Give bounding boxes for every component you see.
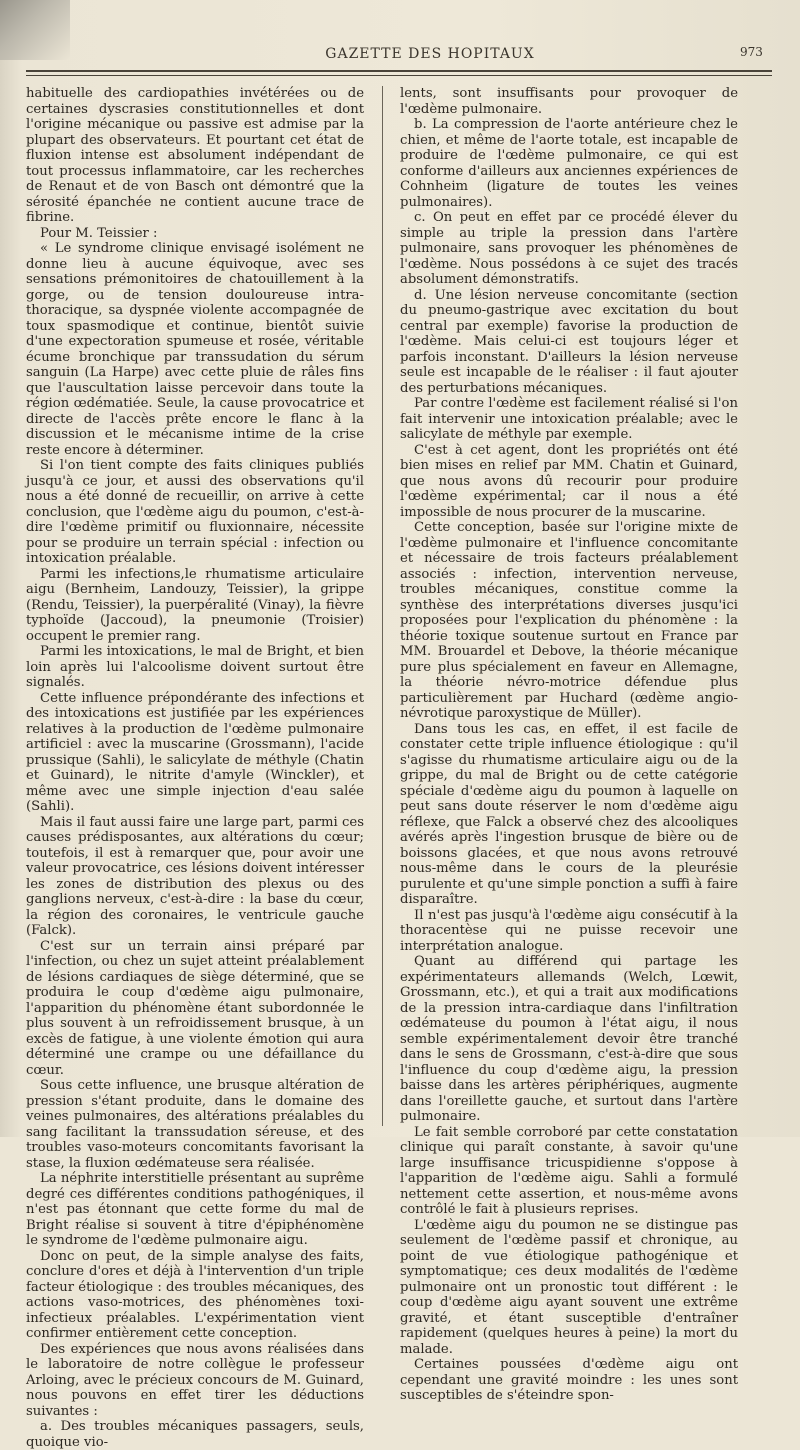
left-column <box>26 86 364 1450</box>
paragraph: Certaines poussées d'œdème aigu ont cependant une gravité moindre : les unes sont susceptibles de s'éteindre spon- <box>400 1357 738 1403</box>
paragraph: C'est sur un terrain ainsi préparé par l'infection, ou chez un sujet atteint préalablement de lésions cardiaques de siège déterminé, que se produira le coup d'œdème aigu pulmonaire, l'apparition du phénomène étant subordonnée le plus souvent à un refroidissement brusque, à un excès de fatigue, à une violente émotion qui aura déterminé une crampe ou une défaillance du cœur. <box>26 938 364 1078</box>
paragraph: c. On peut en effet par ce procédé élever du simple au triple la pression dans l'artère pulmonaire, sans provoquer les phénomènes de l'œdème. Nous possédons à ce sujet des tracés absolument démonstratifs. <box>400 210 738 287</box>
paragraph: Le fait semble corroboré par cette constatation clinique qui paraît constante, à savoir qu'une large insuffisance tricuspidienne s'oppose à l'apparition de l'œdème aigu. Sahli a formulé nettement cette assertion, et nous-même avons contrôlé le fait à plusieurs reprises. <box>400 1124 738 1217</box>
paragraph: d. Une lésion nerveuse concomitante (section du pneumo-gastrique avec excitation du bout central par exemple) favorise la production de l'œdème. Mais celui-ci est toujours léger et parfois inconstant. D'ailleurs la lésion nerveuse seule est incapable de le réaliser : il faut ajouter des perturbations mécaniques. <box>400 287 738 396</box>
paragraph: a. Des troubles mécaniques passagers, seuls, quoique vio- <box>26 1419 364 1450</box>
paragraph: b. La compression de l'aorte antérieure chez le chien, et même de l'aorte totale, est incapable de produire de l'œdème pulmonaire, ce qui est conforme d'ailleurs aux anciennes expériences de Cohnheim (ligature de toutes les veines pulmonaires). <box>400 117 738 210</box>
paragraph: Par contre l'œdème est facilement réalisé si l'on fait intervenir une intoxication préalable; avec le salicylate de méthyle par exemple. <box>400 396 738 442</box>
paragraph: L'œdème aigu du poumon ne se distingue pas seulement de l'œdème passif et chronique, au point de vue étiologique pathogénique et symptomatique; ces deux modalités de l'œdème pulmonaire ont un pronostic tout différent : le coup d'œdème aigu ayant souvent une extrême gravité, et étant susceptible d'entraîner rapidement (quelques heures à peine) la mort du malade. <box>400 1217 738 1357</box>
paragraph: Pour M. Teissier : <box>40 225 158 241</box>
paragraph: La néphrite interstitielle présentant au suprême degré ces différentes conditions pathogéniques, il n'est pas étonnant que cette forme du mal de Bright réalise si souvent à titre d'épiphénomène le syndrome de l'œdème pulmonaire aigu. <box>26 1171 364 1248</box>
paragraph: Sous cette influence, une brusque altération de pression s'étant produite, dans le domaine des veines pulmonaires, des altérations préalables du sang facilitant la transsudation séreuse, et des troubles vaso-moteurs concomitants favorisant la stase, la fluxion œdémateuse sera réalisée. <box>26 1078 364 1171</box>
page-number: 973 <box>740 45 763 59</box>
paragraph: lents, sont insuffisants pour provoquer de l'œdème pulmonaire. <box>400 86 738 117</box>
paragraph: Cette influence prépondérante des infections et des intoxications est justifiée par les expériences relatives à la production de l'œdème pulmonaire artificiel : avec la muscarine (Grossmann), l'acide prussique (Sahli), le salicylate de méthyle (Chatin et Guinard), le nitrite d'amyle (Winckler), et même avec une simple injection d'eau salée (Sahli). <box>26 690 364 814</box>
paragraph: Parmi les infections,le rhumatisme articulaire aigu (Bernheim, Landouzy, Teissier), la grippe (Rendu, Teissier), la puerpéralité (Vinay), la fièvre typhoïde (Jaccoud), la pneumonie (Troisier) occupent le premier rang. <box>26 566 364 644</box>
paragraph: Mais il faut aussi faire une large part, parmi ces causes prédisposantes, aux altérations du cœur; toutefois, il est à remarquer que, pour avoir une valeur provocatrice, ces lésions doivent intéresser les zones de distribution des plexus ou des ganglions nerveux, c'est-à-dire : la base du cœur, la région des coronaires, le ventricule gauche (Falck). <box>26 814 364 938</box>
paragraph: C'est à cet agent, dont les propriétés ont été bien mises en relief par MM. Chatin et Guinard, que nous avons dû recourir pour produire l'œdème expérimental; car il nous a été impossible de nous procurer de la muscarine. <box>400 442 738 520</box>
running-header: GAZETTE DES HOPITAUX <box>325 46 535 62</box>
paragraph: habituelle des cardiopathies invétérées ou de certaines dyscrasies constitutionnelles et dont l'origine mécanique ou passive est admise par la plupart des observateurs. Et pourtant cet état de fluxion intense est absolument indépendant de tout processus inflammatoire, car les recherches de Renaut et de von Basch ont démontré que la sérosité épanchée ne contient aucune trace de fibrine. <box>26 86 364 225</box>
paragraph: Des expériences que nous avons réalisées dans le laboratoire de notre collègue le professeur Arloing, avec le précieux concours de M. Guinard, nous pouvons en effet tirer les déductions suivantes : <box>26 1341 364 1419</box>
right-column <box>400 86 738 1404</box>
paragraph: Il n'est pas jusqu'à l'œdème aigu consécutif à la thoracentèse qui ne puisse recevoir une interprétation analogue. <box>400 907 738 954</box>
paragraph: Donc on peut, de la simple analyse des faits, conclure d'ores et déjà à l'intervention d'un triple facteur étiologique : des troubles mécaniques, des actions vaso-motrices, des phénomènes toxi-infectieux préalables. L'expérimentation vient confirmer entièrement cette conception. <box>26 1248 364 1341</box>
scan-shadow <box>0 0 70 60</box>
header-rule-thick <box>26 70 772 72</box>
paragraph: Quant au différend qui partage les expérimentateurs allemands (Welch, Lœwit, Grossmann, etc.), et qui a trait aux modifications de la pression intra-cardiaque dans l'infiltration œdémateuse du poumon à l'état aigu, il nous semble expérimentalement devoir être tranché dans le sens de Grossmann, c'est-à-dire que sous l'influence du coup d'œdème aigu, la pression baisse dans les artères périphériques, augmente dans l'oreillette gauche, et surtout dans l'artère pulmonaire. <box>400 954 738 1124</box>
paragraph: Si l'on tient compte des faits cliniques publiés jusqu'à ce jour, et aussi des observations qu'il nous a été donné de recueillir, on arrive à cette conclusion, que l'œdème aigu du poumon, c'est-à-dire l'œdème primitif ou fluxionnaire, nécessite pour se produire un terrain spécial : infection ou intoxication préalable. <box>26 458 364 566</box>
paragraph: « Le syndrome clinique envisagé isolément ne donne lieu à aucune équivoque, avec ses sensations prémonitoires de chatouillement à la gorge, ou de tension douloureuse intra-thoracique, sa dyspnée violente accompagnée de toux spasmodique et continue, bientôt suivie d'une expectoration spumeuse et rosée, véritable écume bronchique par transsudation du sérum sanguin (La Harpe) avec cette pluie de râles fins que l'auscultation laisse percevoir dans toute la région œdématiée. Seule, la cause provocatrice et directe de l'accès prête encore le flanc à la discussion et le mécanisme intime de la crise reste encore à déterminer. <box>26 241 364 458</box>
paragraph: Cette conception, basée sur l'origine mixte de l'œdème pulmonaire et l'influence concomitante et nécessaire de trois facteurs préalablement associés : infection, intervention nerveuse, troubles mécaniques, constitue comme la synthèse des interprétations diverses jusqu'ici proposées pour l'explication du phénomène : la théorie toxique soutenue surtout en France par MM. Brouardel et Debove, la théorie mécanique pure plus spécialement en faveur en Allemagne, la théorie névro-motrice défendue plus particulièrement par Huchard (œdème angio-névrotique paroxystique de Müller). <box>400 520 738 721</box>
column-divider <box>382 86 383 1126</box>
paragraph: Dans tous les cas, en effet, il est facile de constater cette triple influence étiologique : qu'il s'agisse du rhumatisme articulaire aigu ou de la grippe, du mal de Bright ou de cette catégorie spéciale d'œdème aigu du poumon à laquelle on peut sans doute réserver le nom d'œdème aigu réflexe, que Falck a observé chez des alcooliques avérés après l'ingestion brusque de bière ou de boissons glacées, et que nous avons retrouvé nous-même dans le cours de la pleurésie purulente et qu'une simple ponction a suffi à faire disparaître. <box>400 721 738 907</box>
paragraph: Parmi les intoxications, le mal de Bright, et bien loin après lui l'alcoolisme doivent surtout être signalés. <box>26 644 364 690</box>
header-rule-thin <box>26 75 772 76</box>
